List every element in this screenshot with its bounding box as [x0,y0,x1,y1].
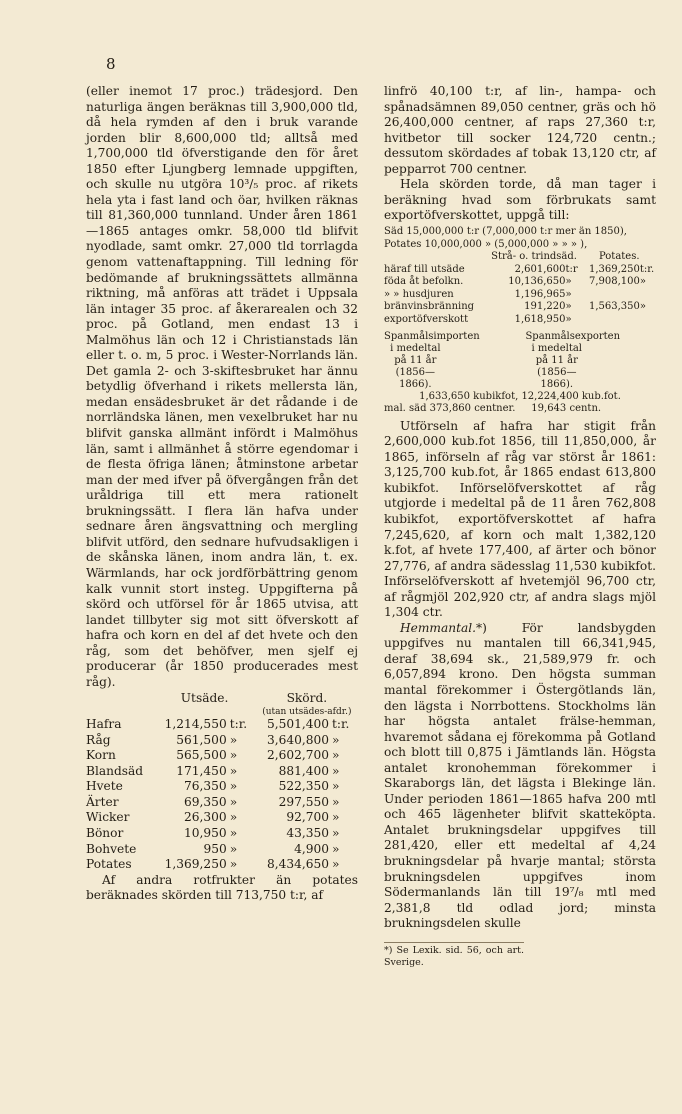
crop-sown: 950 [203,841,227,856]
usage-grain-unit: t:r [565,263,578,275]
crop-sown: 26,300 [184,810,227,825]
crop-sown-unit: » [229,841,238,856]
harvest-note: (utan utsädes-afdr.) [262,706,352,717]
crop-harvest: 297,550 [278,794,329,809]
crop-harvest: 8,434,650 [266,857,329,872]
crop-row [86,842,358,858]
export-title: Spanmålsexporten [525,330,621,342]
crop-name: Hvete [86,779,123,794]
crop-sown-unit: » [229,732,238,747]
crop-sown: 1,369,250 [164,857,227,872]
usage-potato-unit [640,314,656,327]
usage-row [384,276,656,289]
crop-harvest-unit: » [332,857,340,872]
crop-harvest-unit: » [332,794,340,809]
usage-row [384,301,656,314]
crop-name: Bönor [86,826,124,841]
trade-values-line-2: mal. säd 373,860 centner. 19,643 centn. [384,402,602,414]
usage-potato-unit: » [639,276,647,288]
usage-label: föda åt befolkn. [384,276,464,288]
usage-grain-unit: » [565,288,572,300]
crop-row [86,779,358,795]
right-paragraph-1: linfrö 40,100 t:r, af lin-, hampa- och spånadsämnen 89,050 centner, gräs och hö 26,400,000 centner, af raps 27,360 t:r, hvitbetor till socker 124,720 centn.; dessutom skördades af tobak 13,120 ctr, af pepparrot 700 centner. [384,84,656,176]
crop-name: Korn [86,748,116,763]
hemmantal-term: Hemmantal. [400,620,477,635]
crop-sown-unit: » [229,857,238,872]
crop-harvest-unit: » [332,763,340,778]
crop-name: Potates [86,857,132,872]
usage-potato-value: 1,369,250 [589,263,640,275]
crop-harvest-unit: » [332,841,340,856]
harvest-summary-line-1: Säd 15,000,000 t:r (7,000,000 t:r mer än 1850), [384,225,627,237]
crop-row [86,717,358,733]
crop-name: Bohvete [86,841,137,856]
crop-sown-unit: » [229,794,238,809]
trade-values-line-1: 1,633,650 kubikfot, 12,224,400 kub.fot. [419,390,621,402]
trade-headers [384,331,656,391]
crop-table-body [86,717,358,873]
left-paragraph-2: Af andra rotfrukter än potates beräknades skörden till 713,750 t:r, af [86,872,358,903]
usage-grain-value: 191,220 [524,301,566,313]
crop-table-subheader [86,707,358,717]
crop-harvest: 522,350 [278,779,329,794]
crop-row [86,733,358,749]
usage-row [384,289,656,302]
page-number: 8 [106,55,116,73]
crop-sown: 171,450 [176,763,227,778]
crop-sown-unit: t:r. [229,716,248,731]
crop-harvest-unit: » [332,779,340,794]
harvest-summary [384,226,656,327]
crop-sown: 10,950 [184,826,227,841]
crop-sown: 69,350 [184,794,227,809]
right-paragraph-4 [384,621,656,932]
export-header [525,331,656,391]
usage-grain-unit: » [565,301,572,313]
crop-harvest: 4,900 [294,841,329,856]
usage-potato-value: 1,563,350 [589,301,640,313]
crop-row [86,748,358,764]
left-column [86,84,358,904]
crop-sown-unit: » [229,826,238,841]
crop-harvest-unit: » [332,826,340,841]
crop-sown-unit: » [229,810,238,825]
usage-potato-value: 7,908,100 [589,276,640,288]
import-period: (1856—1866). [395,366,435,390]
crop-sown: 561,500 [176,732,227,747]
import-subtitle: i medeltal på 11 år [390,342,441,366]
usage-grain-value: 10,136,650 [508,276,566,288]
usage-grain-value: 1,196,965 [514,288,566,300]
crop-sown: 76,350 [184,779,227,794]
crop-harvest: 3,640,800 [266,732,329,747]
usage-potato-value [582,289,639,302]
usage-table [384,251,656,327]
crop-row [86,857,358,873]
crop-name: Blandsäd [86,763,144,778]
crop-name: Wicker [86,810,130,825]
usage-row [384,264,656,277]
crop-harvest-unit: t:r. [332,716,350,731]
footnote: *) Se Lexik. sid. 56, och art. Sverige. [384,942,524,969]
right-paragraph-2: Hela skörden torde, då man tager i beräkning hvad som förbrukats samt exportöfverskottet, uppgå till: [384,177,656,223]
import-title: Spanmålsimporten [384,330,480,342]
crop-name: Hafra [86,716,122,731]
import-header [384,331,515,391]
crop-row [86,810,358,826]
crop-sown-unit: » [229,748,238,763]
crop-harvest-unit: » [332,748,340,763]
usage-grain-unit: » [565,314,572,326]
usage-table-body [384,264,656,327]
crop-row [86,795,358,811]
right-paragraph-3: Utförseln af hafra har stigit från 2,600,000 kub.fot 1856, till 11,850,000, år 1865, införseln af råg var störst år 1861: 3,125,700 kub.fot, år 1865 endast 613,800 kubikfot. Införselöfverskottet af råg utgjorde i medeltal på de 11 åren 762,808 kubikfot, exportöfverskottet af hafra 7,245,620, af korn och malt 1,382,120 k.fot, af hvete 177,400, af ärter och bönor 27,776, af andra sädesslag 11,530 kubikfot. Införselöfverskott af hvetemjöl 96,700 ctr, af rågmjöl 202,920 ctr, af andra slags mjöl 1,304 ctr. [384,418,656,620]
crop-name: Ärter [86,794,119,809]
right-paragraph-4-text: *) För landsbygden uppgifves nu mantalen till 66,341,945, deraf 38,694 sk., 21,589,979 fr. och 6,057,894 krono. Den högsta summan mantal förekommer i Östergötlands län, den lägsta i Norrbottens. Stockholms län har högsta antalet frälse-hemman, hvaremot sådana ej förekomma på Gotland och blott till 0,875 i Jämtlands län. Högsta antalet kronohemman förekommer i Skaraborgs län, det lägsta i Blekinge län. Under perioden 1861—1865 hafva 200 mtl och 465 lägenheter blifvit skatteköpta. Antalet brukningsdelar uppgifves till 281,420, eller ett medeltal af 4,24 brukningsdelar på hvarje mantal; största brukningsdelen uppgifves inom Södermanlands län till 19⁷/₈ mtl med 2,381,8 tld odlad jord; minsta brukningsdelen skulle [384,620,656,931]
usage-header-grain: Strå- o. trindsäd. [491,251,577,263]
usage-potato-unit: » [639,301,647,313]
usage-label: bränvinsbränning [384,301,475,313]
crop-harvest: 5,501,400 [266,716,329,731]
usage-table-header [384,251,656,264]
crop-sown-unit: » [229,763,238,778]
crop-harvest-unit: » [332,732,340,747]
usage-label: » » husdjuren [384,288,454,300]
crop-row [86,764,358,780]
usage-row [384,314,656,327]
export-subtitle: i medeltal på 11 år [531,342,583,366]
crop-name: Råg [86,732,111,747]
crop-sown: 565,500 [176,748,227,763]
usage-grain-value: 2,601,600 [514,263,566,275]
crop-row [86,826,358,842]
sowing-header: Utsäde. [180,691,229,706]
export-period: (1856—1866). [537,366,577,390]
crop-sown-unit: » [229,779,238,794]
usage-label: exportöfverskott [384,314,469,326]
harvest-summary-line-2: Potates 10,000,000 » (5,000,000 » » » ), [384,238,588,250]
usage-potato-value [582,314,639,327]
left-paragraph-1: (eller inemot 17 proc.) trädesjord. Den naturliga ängen beräknas till 3,900,000 tld, då hela rymden af den i bruk varande jorden blir 8,600,000 tld; alltså med 1,700,000 tld öfverstigande den för året 1850 efter Ljungberg lemnade uppgiften, och skulle nu utgöra 10³/₅ proc. af rikets hela yta i fast land och öar, hvilken räknas till 81,360,000 tunnland. Under åren 1861—1865 antages omkr. 58,000 tld blifvit nyodlade, samt omkr. 27,000 tld torrlagda genom vattenaftappning. Till ledning för bedömande af brukningssättets allmänna riktning, må anföras att trädet i Uppsala län intager 35 proc. af åkerarealen och 32 proc. på Gotland, men endast 13 i Malmöhus län och 12 i Christianstads län eller t. o. m, 5 proc. i Wester-Norrlands län. Det gamla 2- och 3-skiftesbruket har ännu betydlig öfverhand i rikets mellersta län, medan ensädesbruket är det rådande i de norrländska länen, men vexelbruket har nu blifvit ganska allmänt infördt i Malmöhus län, samt i allmänhet å större egendomar i de flesta öfriga länen; åtminstone arbetar man der med ifver på öfvergången från det uråldriga till ett mera rationelt brukningssätt. I flera län hafva under sednare åren ängsvattning och mergling blifvit utförd, den sednare hufvudsakligen i de skånska länen, inom andra län, t. ex. Wärmlands, har ock jordförbättring genom kalk vunnit stort insteg. Uppgifterna på skörd och utförsel för år 1865 utvisa, att landet tillbyter sig mot sitt öfverskott af hafra och korn en del af det hvete och den råg, som det behöfver, men sjelf ej producerar (år 1850 producerades mest råg). [86,84,358,689]
crop-sown: 1,214,550 [164,716,227,731]
crop-harvest-unit: » [332,810,340,825]
usage-grain-unit: » [565,276,572,288]
crop-harvest: 2,602,700 [266,748,329,763]
crop-table [86,691,358,873]
usage-potato-unit: t:r. [639,263,655,275]
usage-header-potatoes: Potates. [598,251,640,263]
crop-harvest: 881,400 [278,763,329,778]
harvest-header: Skörd. [286,691,328,706]
usage-grain-value: 1,618,950 [514,314,566,326]
crop-harvest: 43,350 [286,826,329,841]
usage-label: häraf till utsäde [384,263,465,275]
crop-table-header [86,691,358,707]
trade-values [384,391,656,415]
usage-potato-unit [640,289,656,302]
crop-harvest: 92,700 [286,810,329,825]
right-column [384,84,656,969]
